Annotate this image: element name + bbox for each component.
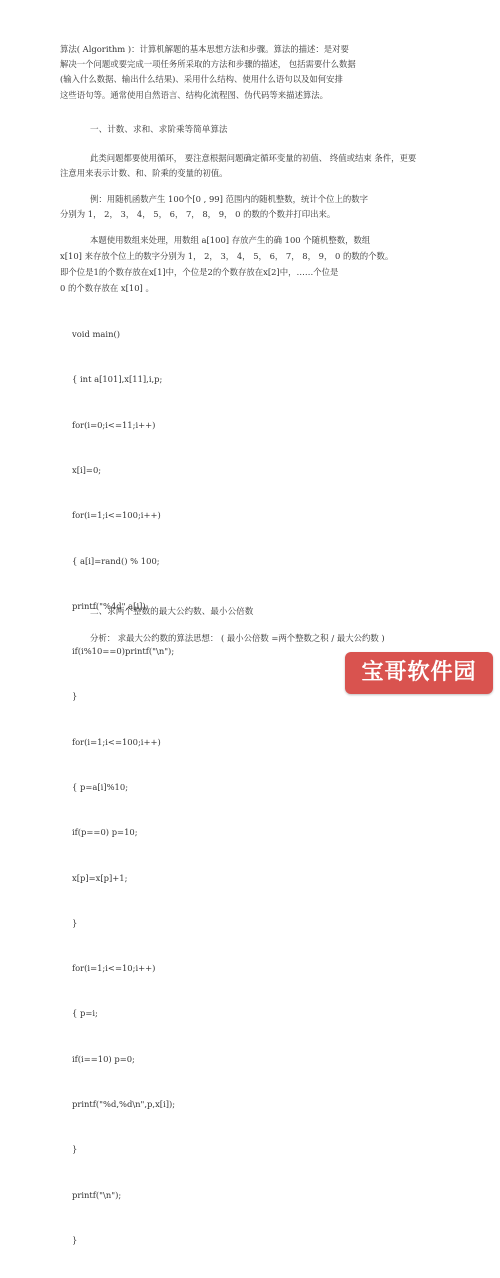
para2-line-1: 本题使用数组来处理，用数组 a[100] 存放产生的确 100 个随机整数，数组 <box>90 235 371 245</box>
para2-line-3: 即个位是1的个数存放在x[1]中，个位是2的个数存放在x[2]中，……个位是 <box>60 267 339 277</box>
code-line: printf("%d,%d\n",p,x[i]); <box>72 1098 176 1109</box>
code-line: if(i==10) p=0; <box>72 1053 135 1064</box>
code-line: } <box>72 917 78 928</box>
code-line: void main() <box>72 329 121 340</box>
example-line-2: 分别为 1， 2， 3， 4， 5， 6， 7， 8， 9， 0 的数的个数并打印出来。 <box>60 209 336 219</box>
intro-line-3: (输入什么数据、输出什么结果)、采用什么结构、使用什么语句以及如何安排 <box>60 74 343 84</box>
code-line: { int a[101],x[11],i,p; <box>72 374 163 385</box>
code-line: } <box>72 1144 78 1155</box>
section2-heading: 二、求两个整数的最大公约数、最小公倍数 <box>90 607 254 617</box>
intro-line-4: 这些语句等。通常使用自然语言、结构化流程图、伪代码等来描述算法。 <box>60 90 328 100</box>
code-line: { p=a[i]%10; <box>72 782 129 792</box>
code-line: for(i=1;i<=100;i++) <box>72 736 161 747</box>
section1-heading: 一、计数、求和、求阶乘等简单算法 <box>90 125 228 135</box>
code-line: for(i=1;i<=10;i++) <box>72 963 156 974</box>
para2-line-4: 0 的个数存放在 x[10] 。 <box>60 283 154 293</box>
code-line: if(p==0) p=10; <box>72 827 138 838</box>
code-line: printf("\n"); <box>72 1189 122 1200</box>
code-line: for(i=1;i<=100;i++) <box>72 510 161 521</box>
code-line: } <box>72 1234 78 1245</box>
intro-line-2: 解决一个问题或要完成一项任务所采取的方法和步骤的描述， 包括需要什么数据 <box>60 59 356 69</box>
code-line: } <box>72 691 78 702</box>
code-line: for(i=0;i<=11;i++) <box>72 419 156 430</box>
intro-line-1: 算法( Algorithm )：计算机解题的基本思想方法和步骤。算法的描述：是对要 <box>60 44 349 54</box>
code-line: printf("%4d",a[i]); <box>72 600 149 611</box>
section1-para1-line-1: 此类问题都要使用循环， 要注意根据问题确定循环变量的初值、 终值或结束 条件，更要 <box>90 153 417 163</box>
code-line: x[p]=x[p]+1; <box>72 872 128 883</box>
site-watermark-logo: 宝哥软件园 <box>345 652 493 694</box>
code-line: { a[i]=rand() % 100; <box>72 555 160 566</box>
section2-analysis: 分析： 求最大公约数的算法思想： ( 最小公倍数 =两个整数之积 / 最大公约数 ) <box>90 633 385 643</box>
para2-line-2: x[10] 来存放个位上的数字分别为 1， 2， 3， 4， 5， 6， 7， 8， 9， 0 的数的个数。 <box>60 251 394 261</box>
code-line: if(i%10==0)printf("\n"); <box>72 646 175 657</box>
example-line-1: 例：用随机函数产生 100个[0 , 99] 范围内的随机整数，统计个位上的数字 <box>90 194 368 204</box>
section1-para1-line-2: 注意用来表示计数、和、阶乘的变量的初值。 <box>60 168 228 178</box>
code-line: x[i]=0; <box>72 465 102 476</box>
code-block <box>72 297 432 1278</box>
code-line: { p=i; <box>72 1008 98 1019</box>
